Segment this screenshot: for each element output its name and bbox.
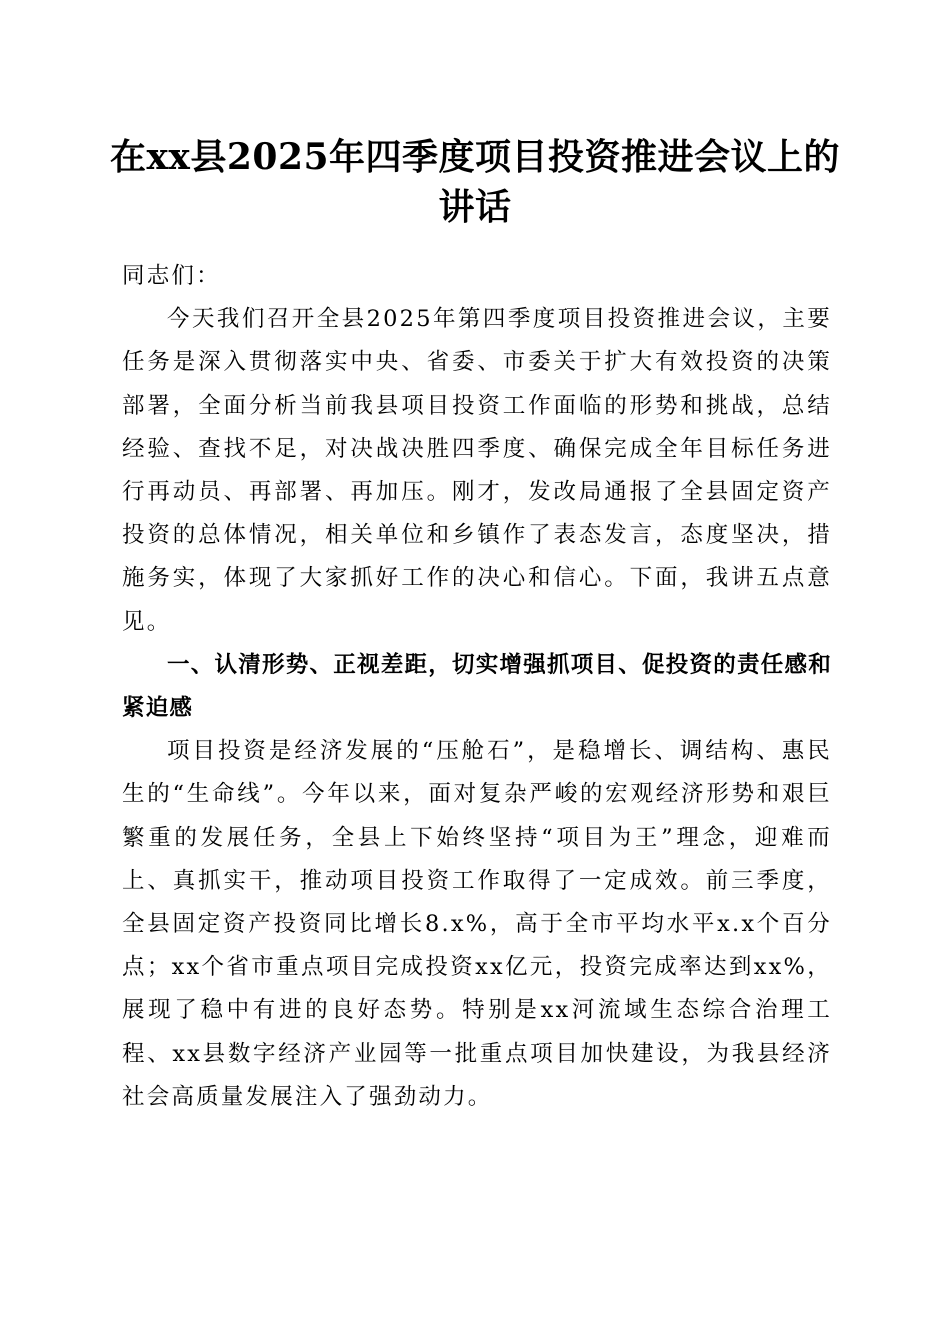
section-heading-1: 一、认清形势、正视差距，切实增强抓项目、促投资的责任感和紧迫感 xyxy=(122,651,832,722)
document-title: 在xx县2025年四季度项目投资推进会议上的讲话 xyxy=(109,136,841,228)
paragraph-intro: 今天我们召开全县2025年第四季度项目投资推进会议，主要任务是深入贯彻落实中央、省委、市委关于扩大有效投资的决策部署，全面分析当前我县项目投资工作面临的形势和挑战，总结经验、查找不足，对决战决胜四季度、确保完成全年目标任务进行再动员、再部署、再加压。刚才，发改局通报了全县固定资产投资的总体情况，相关单位和乡镇作了表态发言，态度坚决，措施务实，体现了大家抓好工作的决心和信心。下面，我讲五点意见。 xyxy=(122,306,832,635)
salutation: 同志们： xyxy=(122,263,221,289)
paragraph-section-1: 项目投资是经济发展的“压舱石”，是稳增长、调结构、惠民生的“生命线”。今年以来，面对复杂严峻的宏观经济形势和艰巨繁重的发展任务，全县上下始终坚持“项目为王”理念，迎难而上、真抓实干，推动项目投资工作取得了一定成效。前三季度，全县固定资产投资同比增长8.x%，高于全市平均水平x.x个百分点；xx个省市重点项目完成投资xx亿元，投资完成率达到xx%，展现了稳中有进的良好态势。特别是xx河流域生态综合治理工程、xx县数字经济产业园等一批重点项目加快建设，为我县经济社会高质量发展注入了强劲动力。 xyxy=(122,738,832,1110)
document-body xyxy=(122,255,832,1119)
